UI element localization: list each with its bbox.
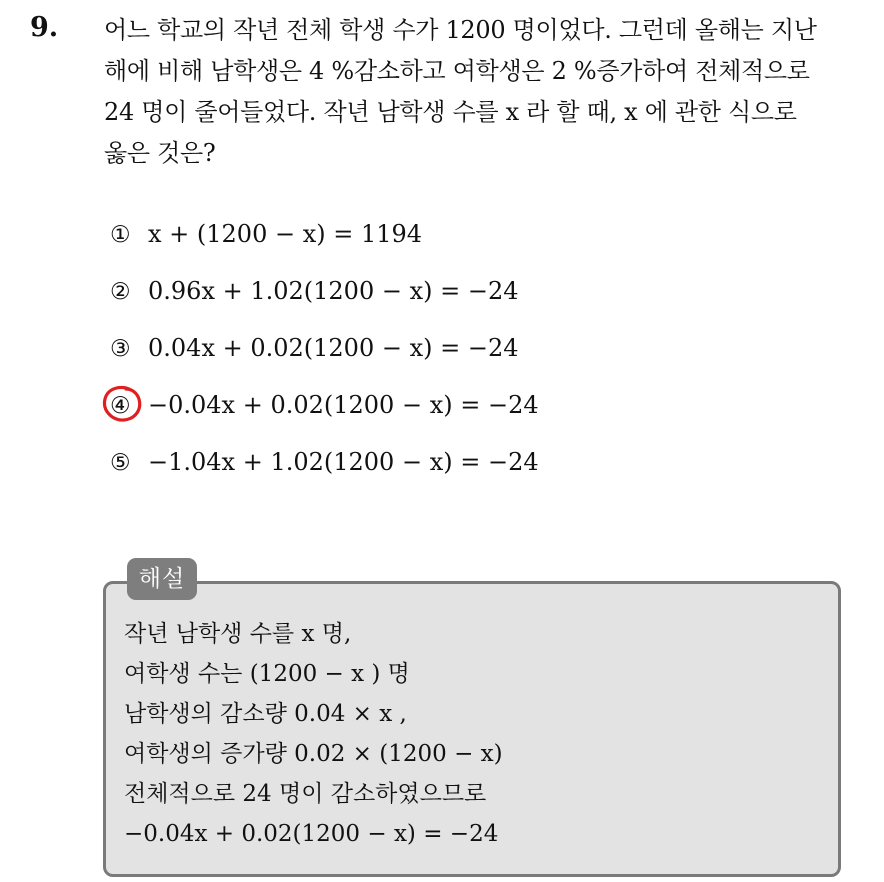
option-2[interactable]	[110, 271, 539, 328]
explanation-line-2: 여학생 수는 (1200 − x ) 명	[124, 661, 410, 687]
option-3-marker: ③	[110, 336, 131, 362]
explanation-text	[124, 614, 503, 854]
answer-circle-icon	[101, 383, 145, 425]
question-text	[104, 10, 864, 174]
question-line-2: 해에 비해 남학생은 4 %감소하고 여학생은 2 %증가하여 전체적으로	[104, 57, 810, 85]
option-2-marker: ②	[110, 279, 131, 305]
question-line-1: 어느 학교의 작년 전체 학생 수가 1200 명이었다. 그런데 올해는 지난	[104, 16, 817, 44]
option-1[interactable]	[110, 214, 539, 271]
option-4[interactable]	[110, 385, 539, 442]
answer-options	[110, 214, 539, 499]
option-1-equation: x + (1200 − x) = 1194	[148, 220, 423, 248]
option-5-marker: ⑤	[110, 450, 131, 476]
option-5[interactable]	[110, 442, 539, 499]
option-5-equation: −1.04x + 1.02(1200 − x) = −24	[148, 448, 539, 476]
explanation-line-4: 여학생의 증가량 0.02 × (1200 − x)	[124, 741, 503, 767]
question-line-3: 24 명이 줄어들었다. 작년 남학생 수를 x 라 할 때, x 에 관한 식으로	[104, 98, 797, 126]
option-3-equation: 0.04x + 0.02(1200 − x) = −24	[148, 334, 519, 362]
explanation-line-5: 전체적으로 24 명이 감소하였으므로	[124, 781, 487, 807]
option-4-marker: ④	[110, 393, 131, 419]
explanation-line-1: 작년 남학생 수를 x 명,	[124, 621, 352, 647]
option-3[interactable]	[110, 328, 539, 385]
explanation-line-3: 남학생의 감소량 0.04 × x ,	[124, 701, 407, 727]
option-1-marker: ①	[110, 222, 131, 248]
option-2-equation: 0.96x + 1.02(1200 − x) = −24	[148, 277, 519, 305]
option-4-equation: −0.04x + 0.02(1200 − x) = −24	[148, 391, 539, 419]
question-number: 9.	[30, 12, 59, 43]
question-line-4: 옳은 것은?	[104, 139, 216, 167]
explanation-line-6: −0.04x + 0.02(1200 − x) = −24	[124, 821, 499, 847]
explanation-title: 해설	[127, 558, 197, 600]
